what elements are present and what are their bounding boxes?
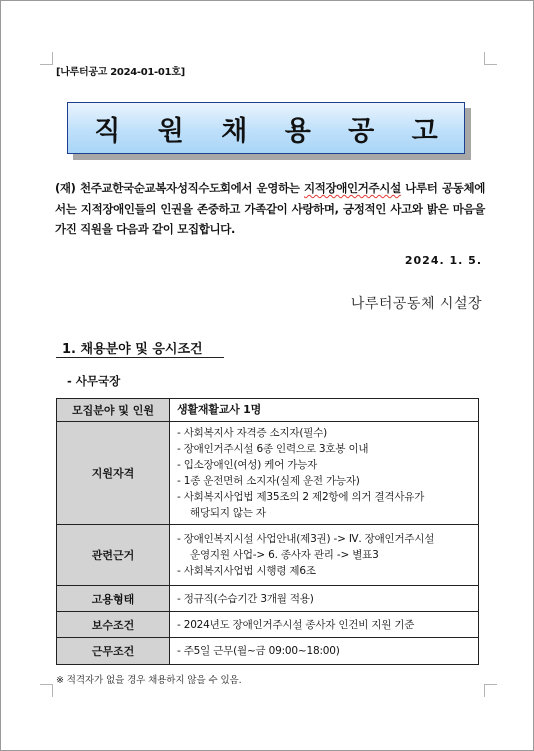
signer: 나루터공동체 시설장 [350, 296, 482, 312]
table-row [57, 399, 479, 422]
list-item: - 사회복지사업법 제35조의 2 제2항에 의거 결격사유가 [177, 491, 425, 503]
position-title: - 사무국장 [67, 374, 121, 388]
list-item: 해당되지 않는 자 [190, 507, 266, 519]
page-title: 직 원 채 용 공 고 [94, 115, 452, 147]
row-value [170, 525, 479, 586]
footnote: ※ 적격자가 없을 경우 채용하지 않을 수 있음. [56, 675, 242, 686]
section-title: 1. 채용분야 및 응시조건 [62, 342, 203, 357]
list-item: - 1종 운전면허 소지자(실제 운전 가능자) [177, 475, 360, 487]
list-item: - 사회복지사업법 시행령 제6조 [177, 565, 316, 577]
row-value: - 주5일 근무(월~금 09:00~18:00) [170, 638, 479, 665]
list-item: - 입소장애인(여성) 케어 가능자 [177, 459, 318, 471]
intro-text-3: 나루터 공동체에서는 지적장애인들의 인권을 존중하고 가족같이 사랑하며, 긍정적인 사고와 밝은 마음을 가진 직원을 다음과 같이 모집합니다. [55, 181, 485, 236]
table-row [57, 586, 479, 612]
notice-date: 2024. 1. 5. [404, 254, 482, 267]
intro-text-2: 지적장애인거주시설 [304, 181, 401, 195]
table-row [57, 612, 479, 638]
row-value: - 2024년도 장애인거주시설 종사자 인건비 지원 기준 [170, 612, 479, 638]
table-row [57, 638, 479, 665]
row-header: 근무조건 [57, 638, 170, 665]
row-value: 생활재활교사 1명 [170, 399, 479, 422]
row-header: 고용형태 [57, 586, 170, 612]
list-item: - 사회복지사 자격증 소지자(필수) [177, 427, 328, 439]
list-item: - 장애인복지시설 사업안내(제3권) -> Ⅳ. 장애인거주시설 [177, 533, 435, 545]
row-header: 보수조건 [57, 612, 170, 638]
row-header: 모집분야 및 인원 [57, 399, 170, 422]
row-header: 관련근거 [57, 525, 170, 586]
intro-paragraph [55, 178, 485, 240]
margin-marker-top-right [484, 52, 497, 65]
notice-number: [나루터공고 2024-01-01호] [56, 67, 185, 78]
section-underline [56, 357, 224, 358]
list-item: - 장애인거주시설 6종 인력으로 3호봉 이내 [177, 443, 369, 455]
margin-marker-top-left [40, 52, 53, 65]
row-value: - 정규직(수습기간 3개월 적용) [170, 586, 479, 612]
table-row [57, 422, 479, 525]
intro-text-1: (재) 천주교한국순교복자성직수도회에서 운영하는 [55, 181, 304, 195]
margin-marker-bottom-left [40, 684, 53, 697]
requirements-table [56, 398, 479, 665]
row-value [170, 422, 479, 525]
table-row [57, 525, 479, 586]
row-header: 지원자격 [57, 422, 170, 525]
title-banner [67, 102, 465, 154]
margin-marker-bottom-right [484, 684, 497, 697]
list-item: 운영지원 사업-> 6. 종사자 관리 -> 별표3 [190, 549, 379, 561]
